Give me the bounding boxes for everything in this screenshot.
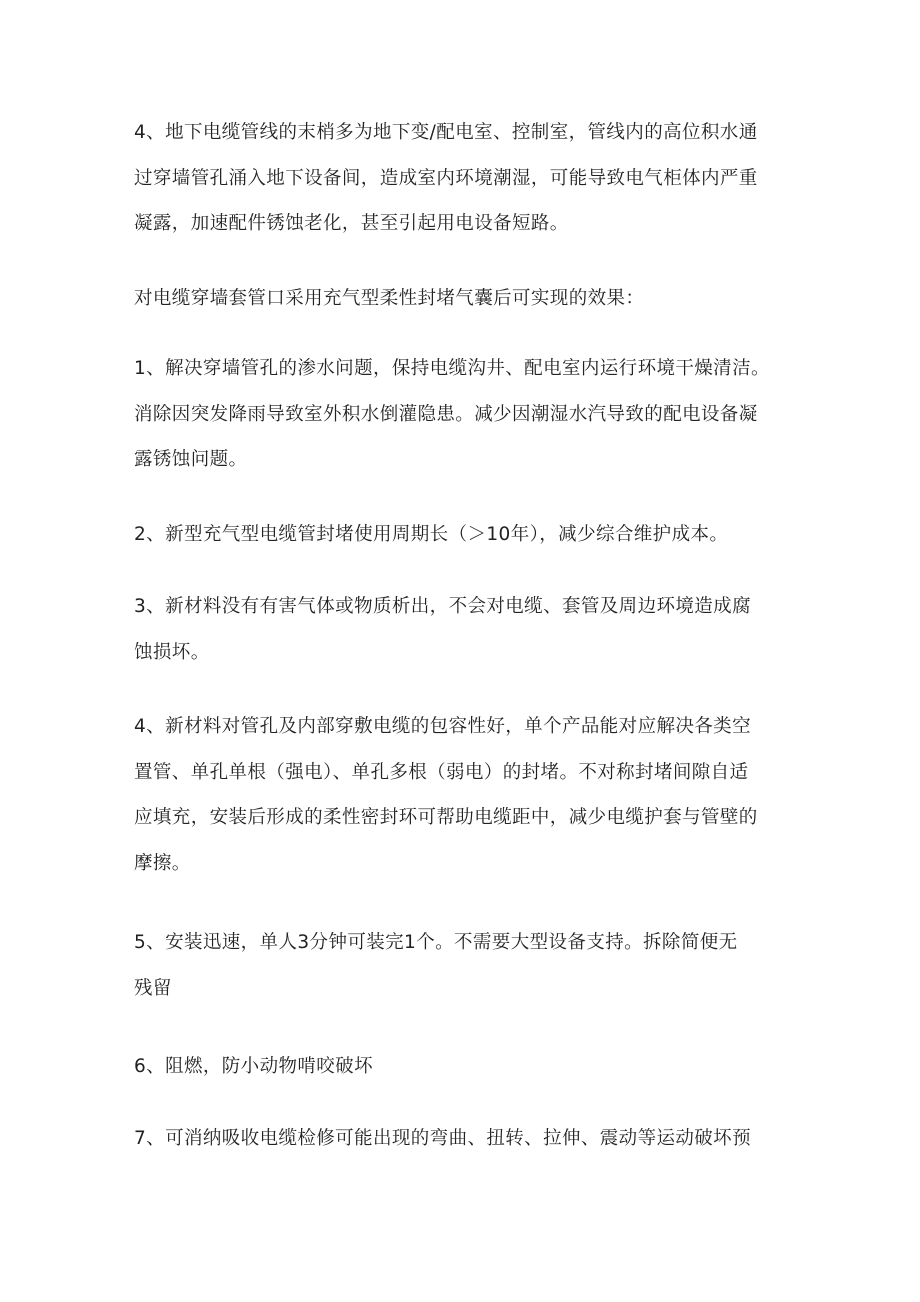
text-line: 凝露，加速配件锈蚀老化，甚至引起用电设备短路。	[134, 213, 569, 234]
text-line: 5、安装迅速，单人3分钟可装完1个。不需要大型设备支持。拆除简便无	[134, 932, 738, 953]
text-line: 4、地下电缆管线的末梢多为地下变/配电室、控制室，管线内的高位积水通	[134, 122, 758, 143]
text-line: 对电缆穿墙套管口采用充气型柔性封堵气囊后可实现的效果：	[134, 288, 645, 309]
text-line: 置管、单孔单根（强电）、单孔多根（弱电）的封堵。不对称封堵间隙自适	[134, 761, 749, 783]
text-line: 露锈蚀问题。	[134, 449, 248, 470]
paragraph-effect-5	[134, 920, 810, 1011]
text-line: 4、新材料对管孔及内部穿敷电缆的包容性好，单个产品能对应解决各类空	[134, 716, 751, 737]
text-line: 7、可消纳吸收电缆检修可能出现的弯曲、扭转、拉伸、震动等运动破坏预	[134, 1128, 751, 1149]
text-line: 摩擦。	[134, 852, 191, 874]
text-line: 6、阻燃，防小动物啃咬破坏	[134, 1056, 373, 1077]
paragraph-effect-6	[134, 1044, 810, 1090]
text-line: 1、解决穿墙管孔的渗水问题，保持电缆沟井、配电室内运行环境干燥清洁。	[134, 358, 770, 379]
paragraph-effect-2	[134, 512, 810, 558]
text-line: 消除因突发降雨导致室外积水倒灌隐患。减少因潮湿水汽导致的配电设备凝	[134, 403, 758, 425]
text-line: 残留	[134, 977, 172, 999]
text-line: 应填充，安装后形成的柔性密封环可帮助电缆距中，减少电缆护套与管壁的	[134, 807, 758, 828]
paragraph-effect-1	[134, 346, 810, 483]
paragraph-item-4-underground	[134, 110, 810, 247]
text-line: 过穿墙管孔涌入地下设备间，造成室内环境潮湿，可能导致电气柜体内严重	[134, 167, 758, 189]
paragraph-effect-4	[134, 704, 810, 886]
text-line: 3、新材料没有有害气体或物质析出，不会对电缆、套管及周边环境造成腐	[134, 596, 751, 617]
text-line: 2、新型充气型电缆管封堵使用周期长（＞10年），减少综合维护成本。	[134, 524, 729, 545]
paragraph-effect-3	[134, 584, 810, 675]
paragraph-intro-effects	[134, 276, 810, 322]
text-line: 蚀损坏。	[134, 641, 210, 663]
paragraph-effect-7	[134, 1116, 810, 1162]
